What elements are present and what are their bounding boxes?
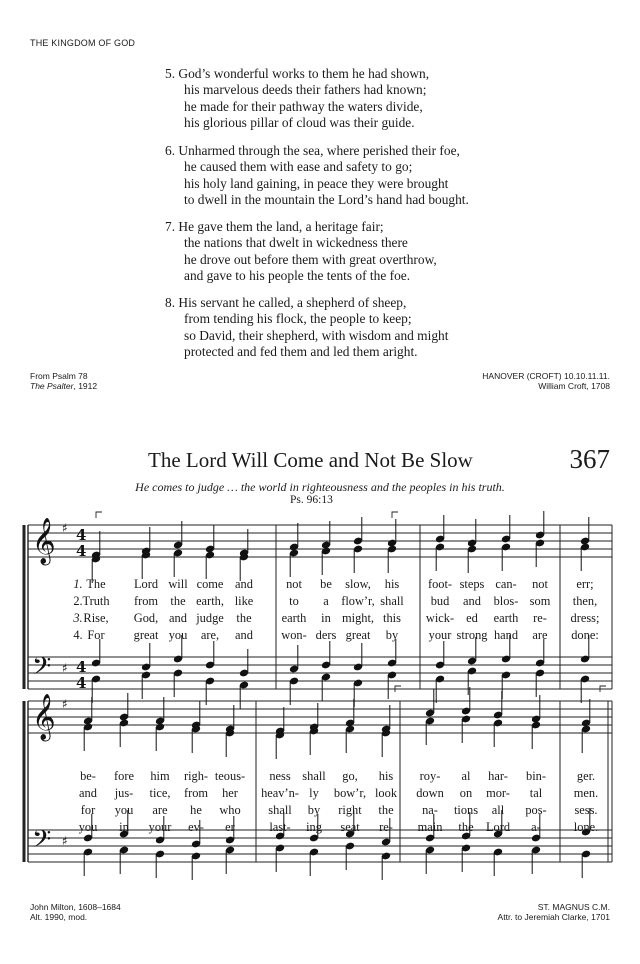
lyric-syllable: not: [532, 577, 548, 591]
lyric-syllable: Truth: [82, 594, 110, 608]
lyric-syllable: earth: [493, 611, 519, 625]
lyric-syllable: like: [234, 594, 254, 608]
lyric-syllable: re-: [379, 820, 393, 834]
time-signature-bottom: 4: [76, 674, 87, 692]
lyric-syllable: her: [222, 786, 238, 800]
lyric-syllable: wick-: [425, 611, 455, 625]
lyric-syllable: fore: [114, 769, 134, 783]
lyric-syllable: are: [532, 628, 548, 642]
tune-credit-bottom: [498, 902, 610, 922]
credit-line: William Croft, 1708: [538, 381, 610, 391]
lyric-syllable: dress;: [570, 611, 600, 625]
lyric-syllable: har-: [488, 769, 508, 783]
lyric-syllable: al: [461, 769, 471, 783]
lyric-syllable: are: [152, 803, 168, 817]
stanza-number: 7.: [165, 219, 176, 234]
credit-source: The Psalter: [30, 381, 74, 391]
stanza-line: he caused them with ease and safety to go;: [184, 159, 413, 175]
credit-line: Attr. to Jeremiah Clarke, 1701: [497, 912, 610, 922]
stanza-line: protected and fed them and led them aright.: [184, 344, 418, 360]
hymn-epigraph: He comes to judge … the world in righteousness and the peoples in his truth.: [135, 480, 505, 494]
credit-line: John Milton, 1608–1684: [30, 902, 121, 912]
time-signature-top: 4: [76, 658, 87, 676]
hymn-title: The Lord Will Come and Not Be Slow: [148, 448, 473, 472]
lyric-syllable: Lord: [133, 577, 159, 591]
lyric-syllable: and: [463, 594, 481, 608]
lyric-syllable: by: [307, 803, 321, 817]
lyric-syllable: strong: [456, 628, 488, 642]
lyric-syllable: ev-: [188, 820, 204, 834]
lyric-syllable: from: [183, 786, 209, 800]
lyric-syllable: men.: [573, 786, 599, 800]
stanza-line: his holy land gaining, in peace they were brought: [184, 175, 449, 191]
lyric-syllable: mor-: [486, 786, 510, 800]
lyric-syllable: tions: [453, 803, 479, 817]
lyric-syllable: er: [225, 820, 235, 834]
treble-clef: 𝄞: [32, 694, 56, 740]
stanza-line: from tending his flock, the people to keep;: [184, 311, 412, 327]
lyric-syllable: earth,: [196, 594, 224, 608]
lyric-syllable: err;: [576, 577, 594, 591]
lyric-syllable: you: [114, 803, 134, 817]
verse-number: 4.: [73, 628, 83, 642]
lyric-syllable: som: [529, 594, 551, 608]
lyric-syllable: your: [148, 820, 172, 834]
stanza-line: God’s wonderful works to them he had shown,: [178, 66, 430, 81]
credit-line: HANOVER (CROFT) 10.10.11.11.: [482, 371, 610, 381]
lyric-syllable: and: [235, 628, 253, 642]
lyric-syllable: ed: [466, 611, 478, 625]
lyric-syllable: For: [87, 628, 105, 642]
lyric-syllable: from: [133, 594, 159, 608]
lyric-syllable: go,: [342, 769, 358, 783]
lyric-syllable: who: [219, 803, 241, 817]
lyric-syllable: the: [458, 820, 474, 834]
credit-line: ST. MAGNUS C.M.: [537, 902, 610, 912]
stanza-line: He gave them the land, a heritage fair;: [178, 219, 384, 234]
verse-number: 2.: [73, 594, 83, 608]
lyric-syllable: this: [383, 611, 401, 625]
sharp-key-signature: ♯: [62, 521, 68, 535]
lyric-syllable: the: [236, 611, 252, 625]
bass-clef: 𝄢: [32, 652, 52, 687]
stanza-line: to dwell in the mountain the Lord’s hand had bought.: [184, 192, 469, 208]
lyric-syllable: for: [80, 803, 96, 817]
lyric-syllable: flow’r,: [341, 594, 375, 608]
lyric-syllable: won-: [281, 628, 307, 642]
stanza-line: he drove out before them with great overthrow,: [184, 251, 437, 267]
lyric-syllable: shall: [380, 594, 404, 608]
stanza-line: he made for their pathway the waters divide,: [184, 98, 423, 114]
stanza-number: 6.: [165, 143, 176, 158]
lyric-syllable: be: [320, 577, 332, 591]
treble-clef: 𝄞: [32, 518, 56, 564]
lyric-syllable: ing: [306, 820, 322, 834]
lyric-syllable: look: [374, 786, 398, 800]
lyric-syllable: shall: [302, 769, 326, 783]
lyric-syllable: then,: [572, 594, 598, 608]
lyric-syllable: roy-: [419, 769, 441, 783]
lyric-syllable: be-: [80, 769, 96, 783]
lyric-syllable: foot-: [427, 577, 453, 591]
lyric-syllable: Rise,: [83, 611, 109, 625]
lyric-syllable: you: [78, 820, 98, 834]
lyric-syllable: righ-: [183, 769, 209, 783]
lyric-syllable: great: [133, 628, 159, 642]
lyric-syllable: earth: [281, 611, 307, 625]
lyric-syllable: God,: [133, 611, 159, 625]
lyric-syllable: jus-: [114, 786, 134, 800]
stanza-line: so David, their shepherd, with wisdom and might: [184, 327, 449, 343]
lyric-syllable: his: [378, 769, 394, 783]
lyric-syllable: the: [170, 594, 186, 608]
lyric-syllable: main: [417, 820, 443, 834]
lyric-syllable: heav’n-: [261, 786, 299, 800]
lyric-syllable: slow,: [345, 577, 371, 591]
verse-number: 3.: [73, 611, 83, 625]
lyric-syllable: his: [384, 577, 400, 591]
lyric-syllable: ders: [315, 628, 337, 642]
verse-bracket: [96, 512, 102, 518]
verse-number: 1.: [73, 577, 83, 591]
stanza-line: Unharmed through the sea, where perished their foe,: [178, 143, 460, 158]
lyric-syllable: he: [190, 803, 202, 817]
lyric-syllable: can-: [495, 577, 517, 591]
lyric-syllable: a: [323, 594, 329, 608]
lyric-syllable: sess.: [574, 803, 598, 817]
lyric-syllable: steps: [459, 577, 485, 591]
lyric-syllable: your: [428, 628, 452, 642]
lyric-syllable: will: [168, 577, 188, 591]
lyric-syllable: a-: [531, 820, 541, 834]
section-title: THE KINGDOM OF GOD: [30, 38, 136, 48]
credit-year: , 1912: [73, 381, 98, 391]
lyric-syllable: the: [378, 803, 394, 817]
lyric-syllable: tal: [529, 786, 543, 800]
stanza-line: his glorious pillar of cloud was their guide.: [184, 115, 415, 131]
lyric-syllable: The: [86, 577, 106, 591]
sharp-key-signature: ♯: [62, 697, 68, 711]
stanza-line: the nations that dwelt in wickedness there: [184, 235, 408, 251]
bass-clef: 𝄢: [32, 825, 52, 860]
lyric-syllable: lone.: [573, 820, 599, 834]
lyric-syllable: not: [286, 577, 302, 591]
lyric-syllable: bow’r,: [333, 786, 367, 800]
lyric-syllable: ger.: [576, 769, 596, 783]
lyric-syllable: Lord: [485, 820, 511, 834]
lyric-syllable: last-: [269, 820, 291, 834]
lyric-syllable: ness: [269, 769, 291, 783]
lyric-syllable: on: [459, 786, 473, 800]
lyric-syllable: tice,: [149, 786, 171, 800]
time-signature-bottom: 4: [76, 542, 87, 560]
lyric-syllable: and: [235, 577, 253, 591]
lyric-syllable: bud: [430, 594, 450, 608]
lyric-syllable: ly: [309, 786, 319, 800]
stanza-number: 5.: [165, 66, 176, 81]
lyric-syllable: hand: [493, 628, 519, 642]
lyric-syllable: by: [385, 628, 399, 642]
time-signature-top: 4: [76, 526, 87, 544]
lyric-syllable: great: [345, 628, 371, 642]
stanza-line: his marvelous deeds their fathers had known;: [184, 82, 427, 98]
lyric-syllable: to: [289, 594, 299, 608]
lyric-syllable: shall: [268, 803, 292, 817]
lyric-syllable: are,: [200, 628, 220, 642]
lyric-syllable: in: [119, 820, 129, 834]
scripture-reference: Ps. 96:13: [290, 494, 333, 506]
lyric-syllable: come: [196, 577, 224, 591]
lyric-syllable: judge: [196, 611, 224, 625]
lyric-syllable: might,: [341, 611, 375, 625]
text-credit-bottom: [30, 902, 121, 922]
lyric-syllable: na-: [422, 803, 438, 817]
lyric-syllable: and: [79, 786, 97, 800]
lyric-syllable: re-: [533, 611, 547, 625]
lyric-syllable: done:: [571, 628, 599, 642]
credit-line: Alt. 1990, mod.: [30, 912, 88, 922]
sharp-key-signature: ♯: [62, 834, 68, 848]
lyric-syllable: all: [491, 803, 505, 817]
lyric-syllable: bin-: [526, 769, 546, 783]
lyric-syllable: down: [416, 786, 444, 800]
lyric-syllable: and: [169, 611, 187, 625]
lyric-syllable: teous-: [214, 769, 246, 783]
credit-line: From Psalm 78: [30, 371, 88, 381]
stanza-line: and gave to his people the tents of the foe.: [184, 268, 411, 284]
lyric-syllable: him: [150, 769, 170, 783]
stanza-number: 8.: [165, 295, 176, 310]
lyric-syllable: blos-: [493, 594, 519, 608]
sharp-key-signature: ♯: [62, 661, 68, 675]
lyric-syllable: seat: [340, 820, 360, 834]
lyric-syllable: pos-: [525, 803, 547, 817]
hymn-number: 367: [569, 444, 610, 474]
lyric-syllable: in: [321, 611, 331, 625]
stanza-line: His servant he called, a shepherd of sheep,: [178, 295, 407, 310]
lyric-syllable: you: [168, 628, 188, 642]
lyric-syllable: right: [338, 803, 362, 817]
verse-bracket: [392, 512, 398, 518]
